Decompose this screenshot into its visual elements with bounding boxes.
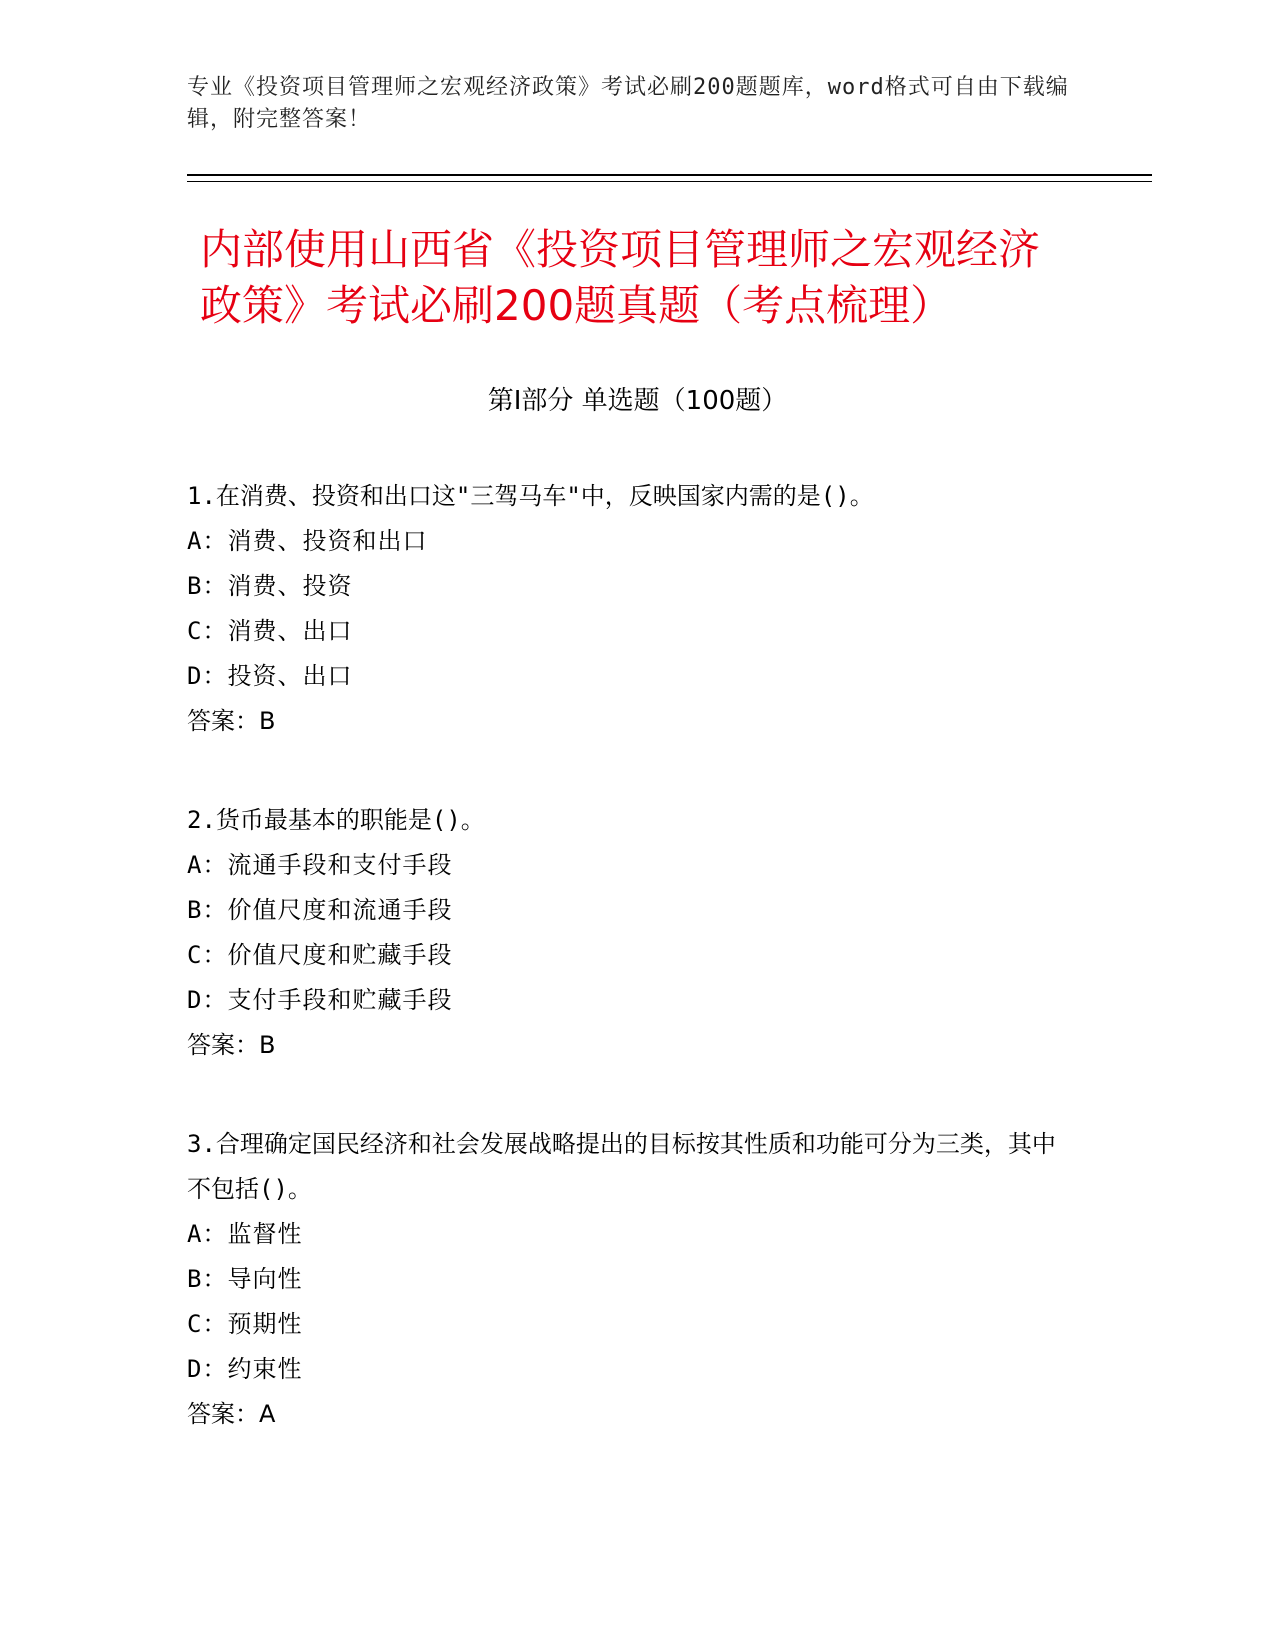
header-note: 专业《投资项目管理师之宏观经济政策》考试必刷200题题库，word格式可自由下载编辑，附完整答案！ [187, 75, 1069, 132]
document-title: 内部使用山西省《投资项目管理师之宏观经济政策》考试必刷200题真题（考点梳理） [200, 225, 1041, 330]
question-stem: 1.在消费、投资和出口这"三驾马车"中，反映国家内需的是()。 [187, 482, 874, 510]
option-a: A：流通手段和支付手段 [187, 851, 453, 879]
answer: 答案：B [187, 707, 276, 735]
section-title: 第Ⅰ部分 单选题（100题） [487, 386, 788, 416]
question-list [187, 474, 1067, 1491]
question-1 [187, 474, 1067, 744]
header-rule-thin [187, 181, 1152, 182]
option-c: C：预期性 [187, 1310, 303, 1338]
option-d: D：约束性 [187, 1355, 303, 1383]
header-rule-thick [187, 174, 1152, 176]
option-a: A：监督性 [187, 1220, 303, 1248]
option-b: B：消费、投资 [187, 572, 353, 600]
question-stem: 2.货币最基本的职能是()。 [187, 806, 485, 834]
question-stem: 3.合理确定国民经济和社会发展战略提出的目标按其性质和功能可分为三类，其中不包括()。 [187, 1130, 1056, 1203]
option-c: C：价值尺度和贮藏手段 [187, 941, 453, 969]
question-2 [187, 798, 1067, 1068]
option-b: B：导向性 [187, 1265, 303, 1293]
option-b: B：价值尺度和流通手段 [187, 896, 453, 924]
option-d: D：投资、出口 [187, 662, 353, 690]
question-3 [187, 1122, 1067, 1437]
option-d: D：支付手段和贮藏手段 [187, 986, 453, 1014]
answer: 答案：B [187, 1031, 276, 1059]
option-c: C：消费、出口 [187, 617, 353, 645]
option-a: A：消费、投资和出口 [187, 527, 428, 555]
answer: 答案：A [187, 1400, 276, 1428]
